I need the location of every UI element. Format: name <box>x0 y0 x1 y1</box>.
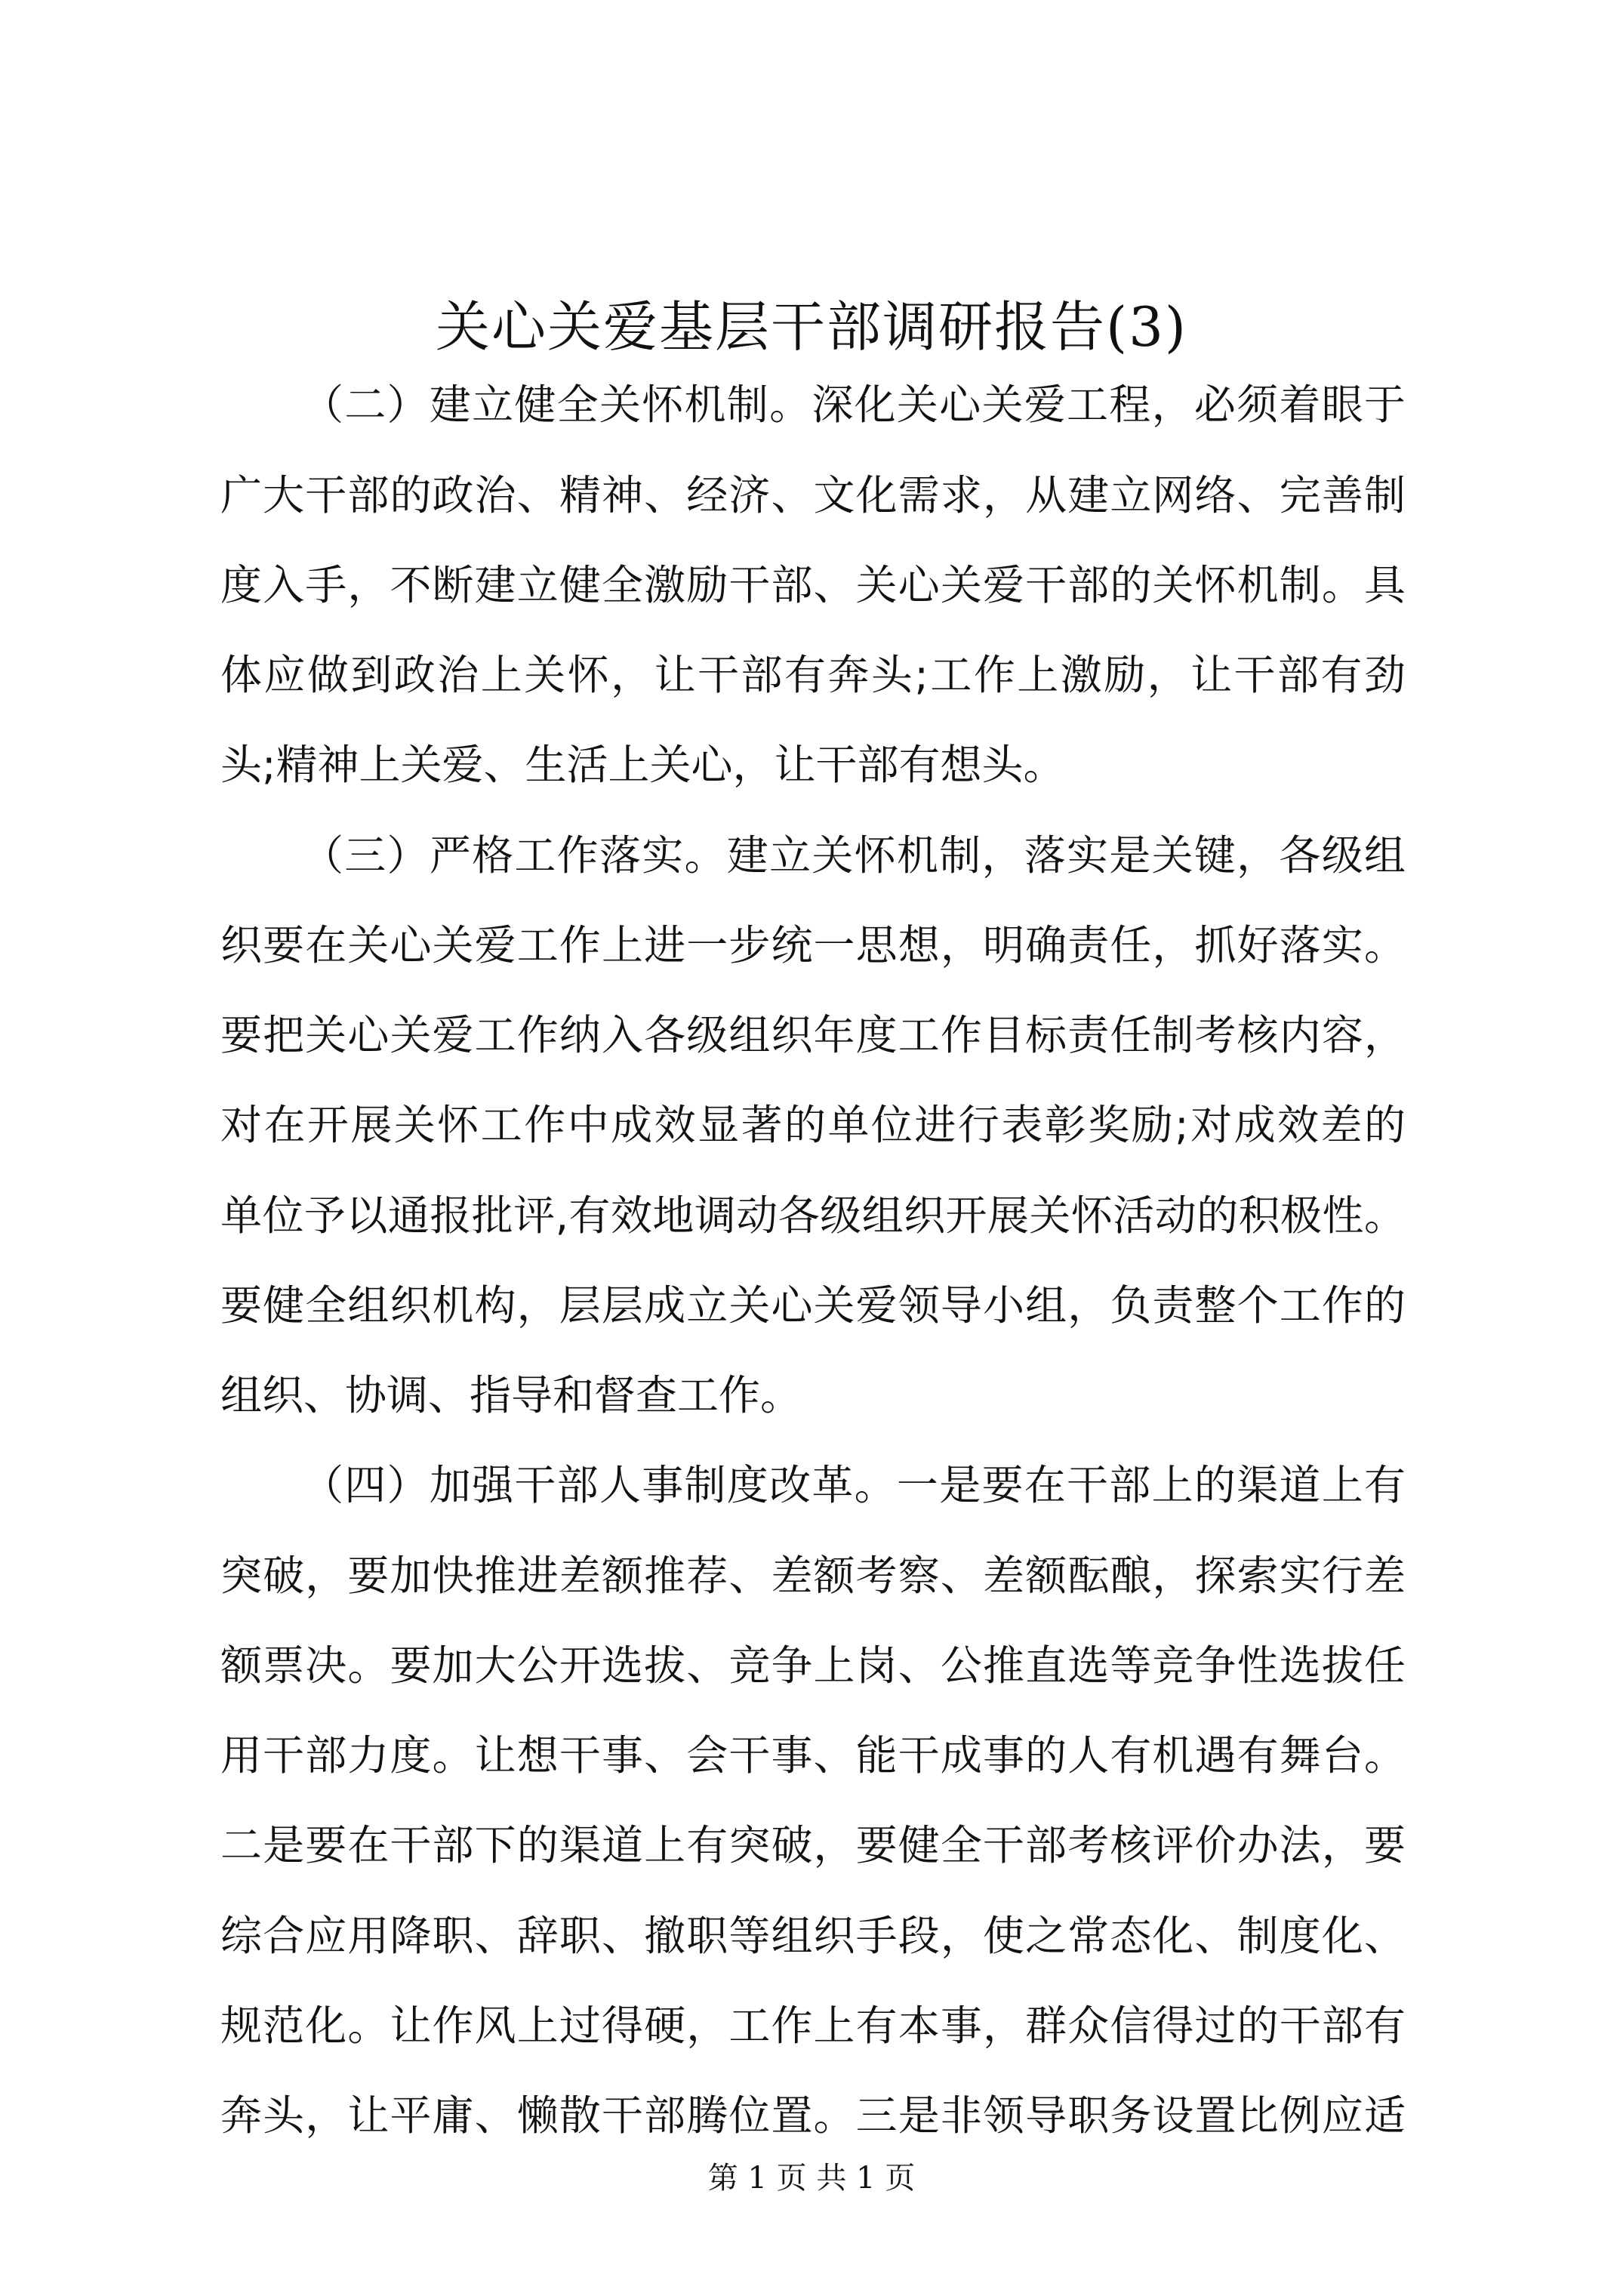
paragraph-3-line-1: （四）加强干部人事制度改革。一是要在干部上的渠道上有 <box>302 1461 1406 1509</box>
paragraph-2-line-5: 单位予以通报批评,有效地调动各级组织开展关怀活动的积极性。 <box>220 1191 1406 1240</box>
paragraph-2-line-3: 要把关心关爱工作纳入各级组织年度工作目标责任制考核内容， <box>220 1011 1406 1059</box>
paragraph-2-line-1: （三）严格工作落实。建立关怀机制，落实是关键，各级组 <box>302 831 1406 880</box>
paragraph-1-line-1: （二）建立健全关怀机制。深化关心关爱工程，必须着眼于 <box>302 381 1406 429</box>
page-footer: 第 1 页 共 1 页 <box>707 2161 916 2196</box>
paragraph-1-line-3: 度入手，不断建立健全激励干部、关心关爱干部的关怀机制。具 <box>220 561 1406 609</box>
paragraph-3-line-6: 综合应用降职、辞职、撤职等组织手段，使之常态化、制度化、 <box>220 1912 1406 1960</box>
paragraph-1-line-5: 头;精神上关爱、生活上关心，让干部有想头。 <box>220 741 1065 789</box>
paragraph-2-line-7: 组织、协调、指导和督查工作。 <box>220 1371 802 1419</box>
paragraph-3-line-2: 突破，要加快推进差额推荐、差额考察、差额酝酿，探索实行差 <box>220 1552 1406 1600</box>
paragraph-1-line-4: 体应做到政治上关怀，让干部有奔头;工作上激励，让干部有劲 <box>220 651 1406 699</box>
paragraph-3-line-4: 用干部力度。让想干事、会干事、能干成事的人有机遇有舞台。 <box>220 1731 1406 1780</box>
paragraph-3-line-3: 额票决。要加大公开选拔、竞争上岗、公推直选等竞争性选拔任 <box>220 1641 1406 1690</box>
paragraph-3-line-8: 奔头，让平庸、懒散干部腾位置。三是非领导职务设置比例应适 <box>220 2091 1406 2140</box>
paragraph-2-line-4: 对在开展关怀工作中成效显著的单位进行表彰奖励;对成效差的 <box>220 1101 1406 1149</box>
paragraph-2-line-6: 要健全组织机构，层层成立关心关爱领导小组，负责整个工作的 <box>220 1281 1406 1330</box>
paragraph-3-line-5: 二是要在干部下的渠道上有突破，要健全干部考核评价办法，要 <box>220 1821 1406 1869</box>
paragraph-2-line-2: 织要在关心关爱工作上进一步统一思想，明确责任，抓好落实。 <box>220 921 1406 969</box>
document-title: 关心关爱基层干部调研报告(3) <box>436 295 1187 359</box>
paragraph-1-line-2: 广大干部的政治、精神、经济、文化需求，从建立网络、完善制 <box>220 471 1406 519</box>
paragraph-3-line-7: 规范化。让作风上过得硬，工作上有本事，群众信得过的干部有 <box>220 2002 1406 2050</box>
